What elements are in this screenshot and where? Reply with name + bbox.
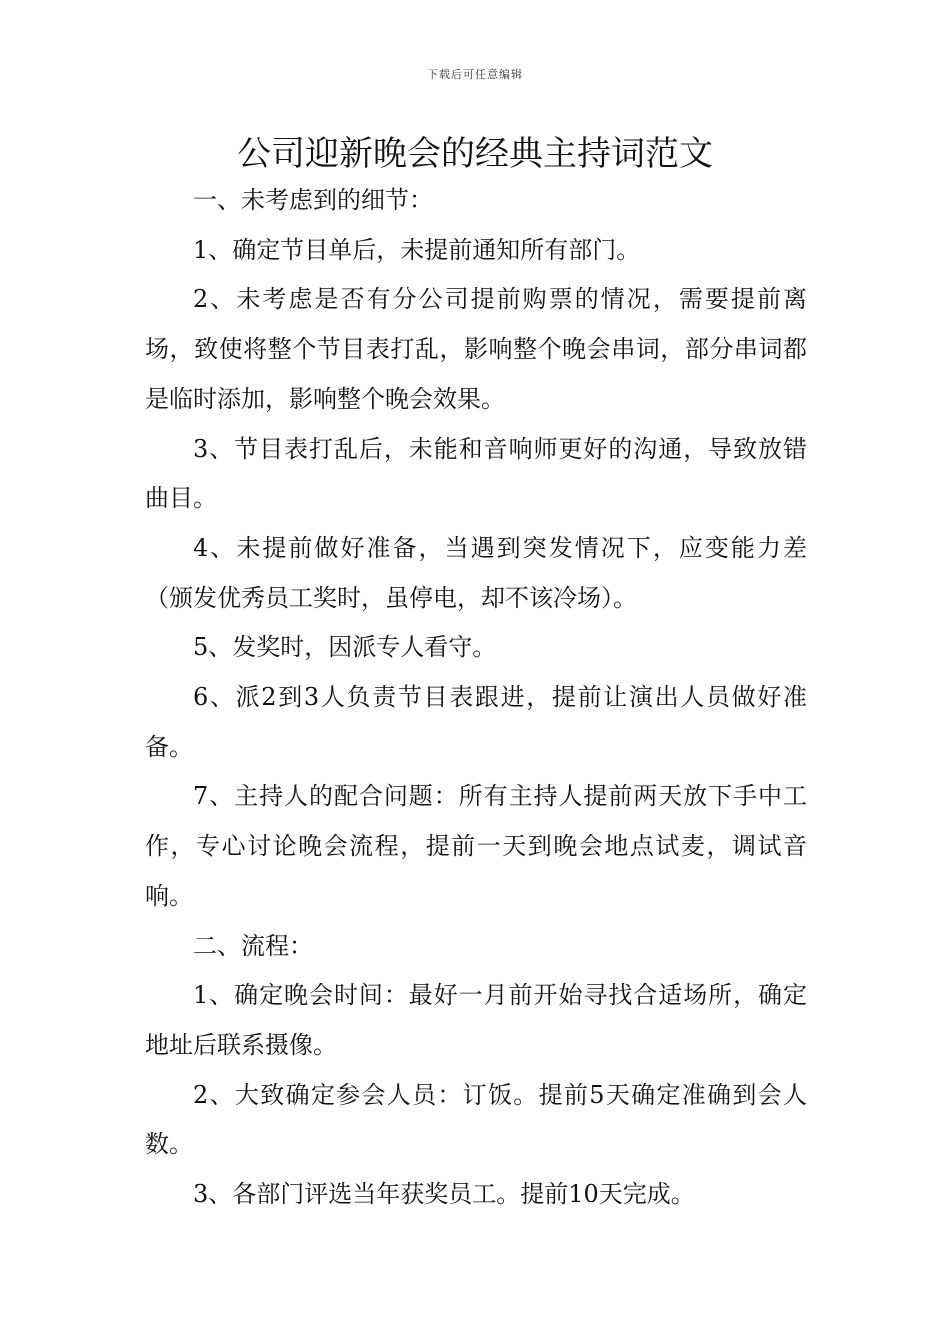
paragraph-item: 1、确定节目单后，未提前通知所有部门。	[193, 235, 641, 264]
paragraph-item: 3、各部门评选当年获奖员工。提前10天完成。	[193, 1180, 695, 1209]
paragraph-item: 2、大致确定参会人员：订饭。提前5天确定准确到会人数。	[145, 1080, 807, 1159]
section-heading-process: 二、流程：	[193, 931, 313, 960]
paragraph-item: 5、发奖时，因派专人看守。	[193, 633, 497, 662]
header-note: 下载后可任意编辑	[427, 68, 523, 81]
paragraph-item: 2、未考虑是否有分公司提前购票的情况，需要提前离场，致使将整个节目表打乱，影响整个晚会串词，部分串词都是临时添加，影响整个晚会效果。	[145, 285, 807, 413]
paragraph-item: 7、主持人的配合问题：所有主持人提前两天放下手中工作，专心讨论晚会流程，提前一天到晚会地点试麦，调试音响。	[145, 782, 807, 910]
paragraph-item: 4、未提前做好准备，当遇到突发情况下，应变能力差（颁发优秀员工奖时，虽停电，却不该冷场）。	[145, 533, 807, 612]
section-heading-details: 一、未考虑到的细节：	[193, 186, 433, 214]
paragraph-item: 1、确定晚会时间：最好一月前开始寻找合适场所，确定地址后联系摄像。	[145, 981, 807, 1059]
document-title: 公司迎新晚会的经典主持词范文	[237, 134, 713, 174]
paragraph-item: 6、派2到3人负责节目表跟进，提前让演出人员做好准备。	[145, 683, 807, 761]
paragraph-item: 3、节目表打乱后，未能和音响师更好的沟通，导致放错曲目。	[145, 434, 807, 513]
document-body	[145, 176, 807, 1220]
